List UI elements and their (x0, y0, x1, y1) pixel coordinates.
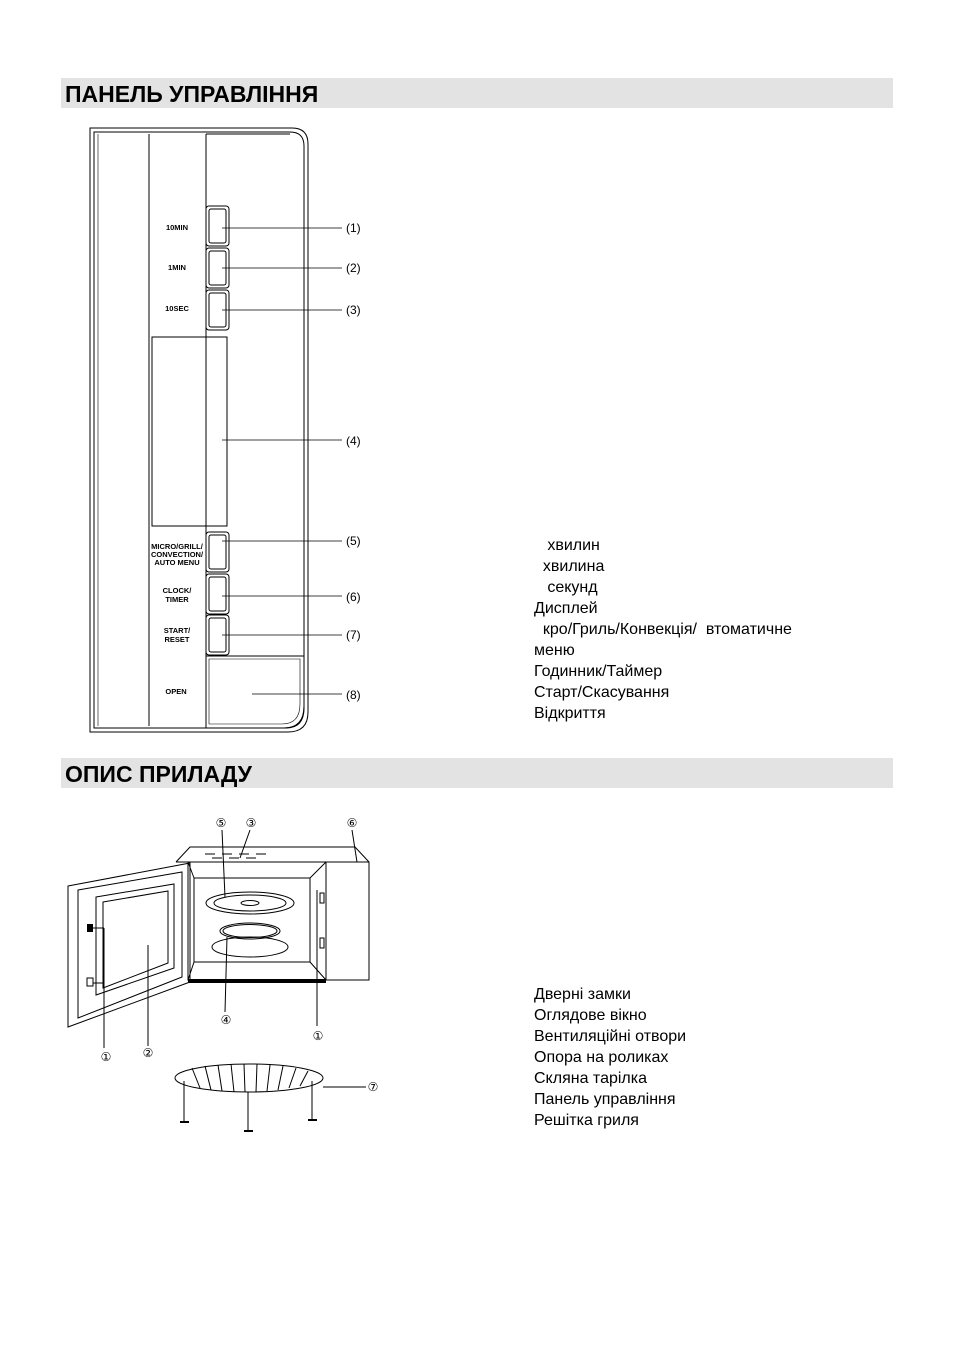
callout-4: (4) (346, 434, 361, 448)
label-start-2: RESET (164, 635, 190, 644)
marker-5: ⑤ (215, 816, 227, 830)
callout-8: (8) (346, 688, 361, 702)
callout-1: (1) (346, 221, 361, 235)
marker-3: ③ (245, 816, 257, 830)
marker-4: ④ (220, 1013, 232, 1027)
panel-legend-item: Годинник/Таймер (534, 663, 663, 680)
appliance-legend-item: Панель управління (534, 1091, 676, 1108)
panel-legend-item: хвилин (534, 537, 600, 554)
appliance-legend (534, 984, 686, 1131)
panel-legend (534, 535, 792, 724)
appliance-legend-item: Решітка гриля (534, 1112, 639, 1129)
callout-7: (7) (346, 628, 361, 642)
appliance-legend-item: Дверні замки (534, 986, 631, 1003)
callout-3: (3) (346, 303, 361, 317)
control-panel-title: ПАНЕЛЬ УПРАВЛІННЯ (65, 81, 319, 107)
marker-7: ⑦ (367, 1080, 379, 1094)
callout-6: (6) (346, 590, 361, 604)
label-10min: 10MIN (165, 223, 189, 232)
panel-legend-item: кро/Гриль/Конвекція/ втоматичне (534, 621, 792, 638)
appliance-diagram (0, 800, 420, 1140)
label-clock-1: CLOCK/ (162, 586, 192, 595)
appliance-legend-item: Вентиляційні отвори (534, 1028, 687, 1045)
panel-legend-item: меню (534, 642, 575, 659)
appliance-legend-item: Скляна тарілка (534, 1070, 647, 1087)
panel-legend-item: Відкриття (534, 705, 606, 722)
marker-1-cavity: ① (312, 1029, 324, 1043)
label-micro-3: AUTO MENU (154, 558, 200, 567)
label-micro-1: MICRO/GRILL/ (151, 542, 203, 551)
appliance-legend-item: Опора на роликах (534, 1049, 669, 1066)
marker-2: ② (142, 1046, 154, 1060)
marker-1-door: ① (100, 1050, 112, 1064)
panel-legend-item: Старт/Скасування (534, 684, 670, 701)
marker-6: ⑥ (346, 816, 358, 830)
appliance-legend-item: Оглядове вікно (534, 1007, 647, 1024)
callout-2: (2) (346, 261, 361, 275)
label-10sec: 10SEC (165, 304, 189, 313)
description-title: ОПИС ПРИЛАДУ (65, 761, 252, 787)
label-1min: 1MIN (168, 263, 186, 272)
label-start-1: START/ (163, 626, 191, 635)
panel-legend-item: Дисплей (534, 600, 598, 617)
callout-5: (5) (346, 534, 361, 548)
label-clock-2: TIMER (165, 595, 189, 604)
label-micro-2: CONVECTION/ (150, 550, 204, 559)
label-open: OPEN (165, 687, 187, 696)
description-header (61, 758, 893, 788)
panel-legend-item: хвилина (534, 558, 605, 575)
panel-legend-item: секунд (534, 579, 598, 596)
